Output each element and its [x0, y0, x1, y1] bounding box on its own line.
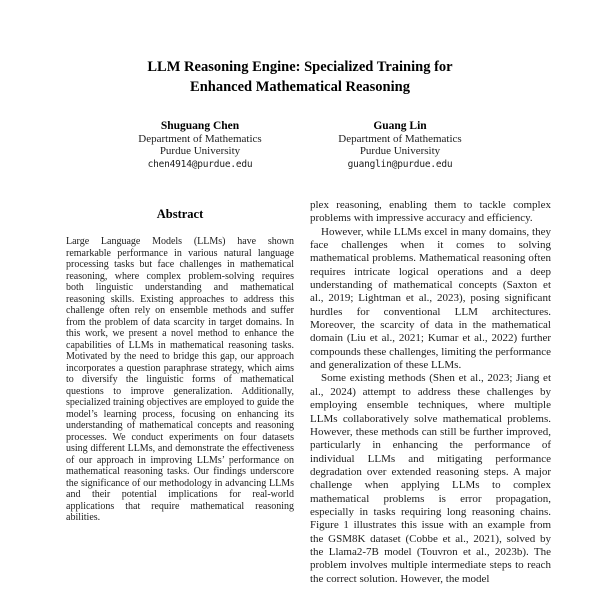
author-block-guang-lin [300, 120, 500, 171]
author-email: guanglin@purdue.edu [347, 158, 453, 170]
author-institution: Purdue University [159, 145, 241, 157]
abstract-heading: Abstract [156, 207, 204, 221]
author-email: chen4914@purdue.edu [147, 158, 253, 170]
paper-title [0, 57, 600, 97]
left-column [66, 207, 294, 524]
author-institution: Purdue University [359, 145, 441, 157]
author-blocks [0, 120, 600, 171]
author-name: Guang Lin [373, 120, 427, 132]
author-block-shuguang-chen [100, 120, 300, 171]
body-paragraph: However, while LLMs excel in many domains, they face challenges when it comes to solving mathematical problems. Mathematical reasoning often requires intricate logical operations and a deep understanding of mathematical concepts (Saxton et al., 2019; Lightman et al., 2023), posing significant hurdles for conventional LLM architectures. Moreover, the scarcity of data in the mathematical domain (Liu et al., 2021; Kumar et al., 2022) further compounds these challenges, limiting the performance and generalization of these LLMs. [310, 225, 551, 372]
body-paragraph: Some existing methods (Shen et al., 2023; Jiang et al., 2024) attempt to address these challenges by employing ensemble techniques, where multiple LLMs collaboratively solve mathematical problems. However, these methods can still be further improved, particularly in enhancing the performance of individual LLMs and mitigating performance degradation over extended reasoning steps. A major challenge when applying LLMs to complex mathematical problems is error propagation, especially in tasks requiring long reasoning chains. Figure 1 illustrates this issue with an example from the GSM8K dataset (Cobbe et al., 2021), solved by the Llama2-7B model (Touvron et al., 2023b). The problem involves multiple intermediate steps to reach the correct solution. However, the model [310, 372, 551, 585]
right-column [310, 199, 551, 586]
author-department: Department of Mathematics [138, 132, 262, 145]
body-paragraph: plex reasoning, enabling them to tackle complex problems with impressive accuracy and efficiency. [310, 199, 551, 225]
author-name: Shuguang Chen [160, 120, 240, 132]
paper-title-line-2: Enhanced Mathematical Reasoning [190, 79, 410, 95]
abstract-text: Large Language Models (LLMs) have shown remarkable performance in various natural language processing tasks but face challenges in mathematical reasoning, where complex problem-solving requires both linguistic understanding and mathematical reasoning skills. Existing approaches to address this challenge often rely on ensemble methods and suffer from the problem of data scarcity in target domains. In this work, we present a novel method to enhance the capabilities of LLMs in mathematical reasoning tasks. Motivated by the need to bridge this gap, our approach incorporates a question paraphrase strategy, which aims to diversify the linguistic forms of mathematical questions to improve generalization. Additionally, specialized training objectives are employed to guide the model’s learning process, focusing on enhancing its understanding of mathematical concepts and reasoning processes. We conduct experiments on four datasets using different LLMs, and demonstrate the effectiveness of our approach in improving LLMs’ performance on mathematical reasoning tasks. Our findings underscore the significance of our methodology in advancing LLMs and their potential implications for real-world applications that require mathematical reasoning abilities. [66, 236, 294, 523]
author-department: Department of Mathematics [338, 132, 462, 145]
paper-title-line-1: LLM Reasoning Engine: Specialized Training for [147, 59, 453, 75]
